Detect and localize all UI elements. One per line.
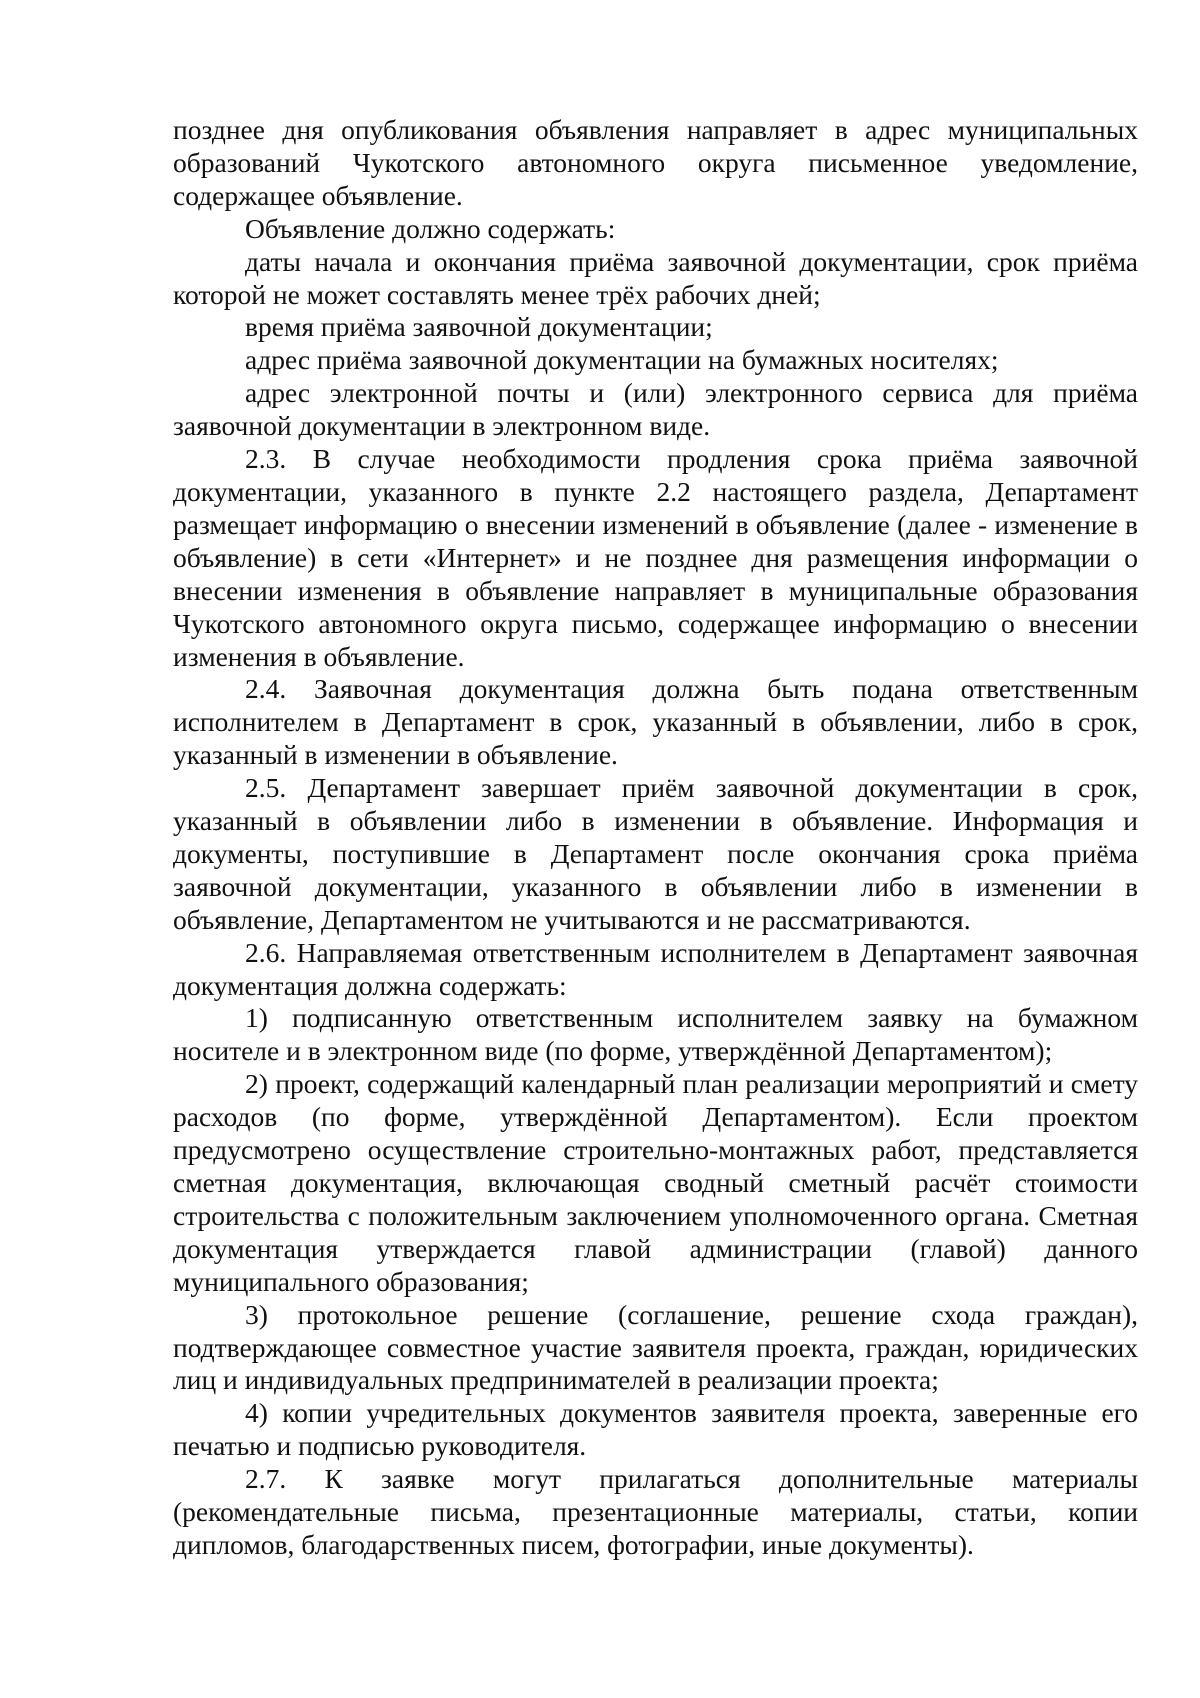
list-item-4: 4) копии учредительных документов заявителя проекта, заверенные его печатью и подписью руководителя. [173, 1397, 1138, 1462]
paragraph-2-4: 2.4. Заявочная документация должна быть подана ответственным исполнителем в Департамент в срок, указанный в объявлении, либо в срок, указанный в изменении в объявление. [173, 673, 1138, 771]
paragraph-2-5: 2.5. Департамент завершает приём заявочной документации в срок, указанный в объявлении либо в изменении в объявление. Информация и документы, поступившие в Департамент после окончания срока приёма заявочной документации, указанного в объявлении либо в изменении в объявление, Департаментом не учитываются и не рассматриваются. [173, 772, 1138, 935]
paragraph: позднее дня опубликования объявления направляет в адрес муниципальных образований Чукотского автономного округа письменное уведомление, содержащее объявление. [173, 114, 1138, 211]
list-item-2: 2) проект, содержащий календарный план реализации мероприятий и смету расходов (по форме, утверждённой Департаментом). Если проектом предусмотрено осуществление строительно-монтажных работ, представляется сметная документация, включающая сводный сметный расчёт стоимости строительства с положительным заключением уполномоченного органа. Сметная документация утверждается главой администрации (главой) данного муниципального образования; [173, 1068, 1138, 1297]
paragraph: Объявление должно содержать: [245, 212, 616, 244]
list-item-3: 3) протокольное решение (соглашение, решение схода граждан), подтверждающее совместное участие заявителя проекта, граждан, юридических лиц и индивидуальных предпринимателей в реализации проекта; [173, 1298, 1138, 1396]
paragraph: адрес электронной почты и (или) электронного сервиса для приёма заявочной документации в электронном виде. [173, 377, 1138, 442]
paragraph: время приёма заявочной документации; [245, 311, 713, 343]
document-body [173, 114, 1138, 1562]
paragraph: адрес приёма заявочной документации на бумажных носителях; [245, 344, 999, 376]
list-item-1: 1) подписанную ответственным исполнителем заявку на бумажном носителе и в электронном виде (по форме, утверждённой Департаментом); [173, 1002, 1138, 1067]
paragraph-2-7: 2.7. К заявке могут прилагаться дополнительные материалы (рекомендательные письма, презентационные материалы, статьи, копии дипломов, благодарственных писем, фотографии, иные документы). [173, 1463, 1138, 1560]
paragraph-2-6: 2.6. Направляемая ответственным исполнителем в Департамент заявочная документация должна содержать: [173, 936, 1138, 1001]
paragraph: даты начала и окончания приёма заявочной документации, срок приёма которой не может составлять менее трёх рабочих дней; [173, 245, 1138, 310]
paragraph-2-3: 2.3. В случае необходимости продления срока приёма заявочной документации, указанного в пункте 2.2 настоящего раздела, Департамент размещает информацию о внесении изменений в объявление (далее - изменение в объявление) в сети «Интернет» и не позднее дня размещения информации о внесении изменения в объявление направляет в муниципальные образования Чукотского автономного округа письмо, содержащее информацию о внесении изменения в объявление. [173, 443, 1138, 672]
